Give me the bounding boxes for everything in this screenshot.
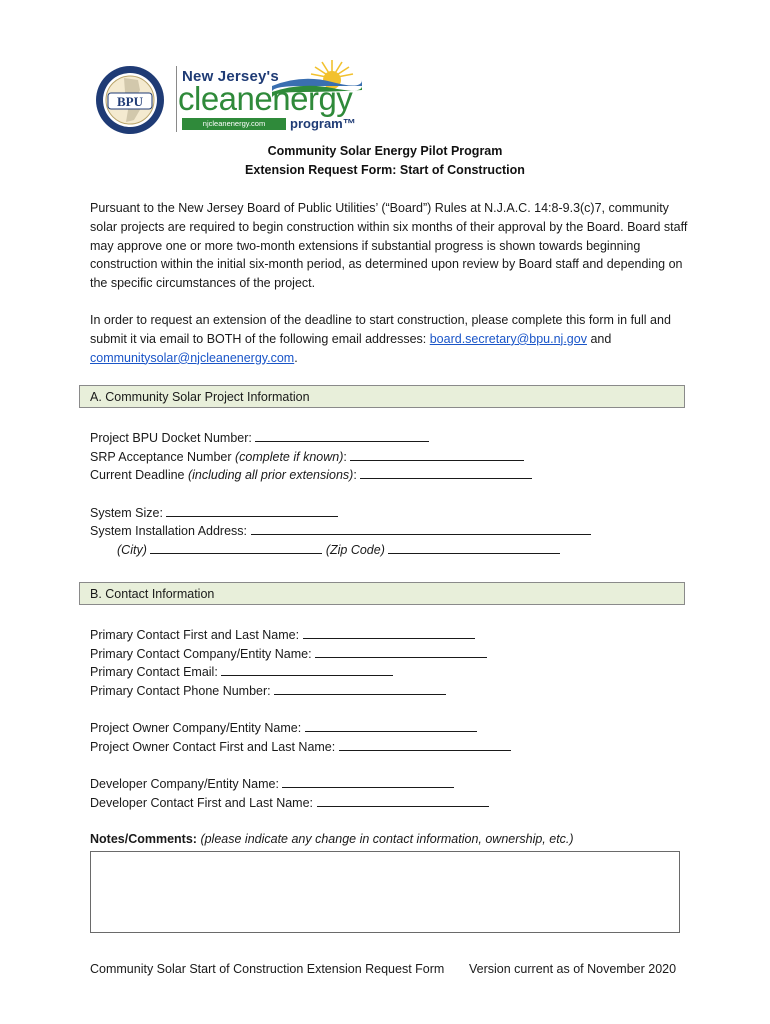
intro-p2-text: In order to request an extension of the deadline to start construction, please complete this form in full and submit it via email to BOTH of the following email addresses: bbox=[90, 313, 671, 346]
brand-url: njcleanenergy.com bbox=[182, 118, 286, 130]
brand-line2: cleanenergy bbox=[178, 80, 353, 117]
address-blank[interactable] bbox=[251, 522, 591, 535]
primary-company-field[interactable] bbox=[90, 645, 487, 663]
owner-contact-label: Project Owner Contact First and Last Name: bbox=[90, 740, 336, 754]
city-zip-field[interactable] bbox=[117, 541, 560, 559]
system-size-label: System Size: bbox=[90, 506, 163, 520]
city-label: (City) bbox=[117, 543, 147, 557]
srp-label: SRP Acceptance Number bbox=[90, 450, 235, 464]
intro-paragraph-1: Pursuant to the New Jersey Board of Public Utilities’ (“Board”) Rules at N.J.A.C. 14:8-9.3(c)7, community solar projects are required to begin construction within six months of their approval by the Board. Board staff may approve one or more two-month extensions if substantial progress is shown towards beginning construction within the initial six-month period, as determined upon review by Board staff and depending on the specific circumstances of the project. bbox=[90, 201, 688, 291]
deadline-field[interactable] bbox=[90, 466, 532, 484]
seal-text: BPU bbox=[117, 94, 143, 109]
deadline-blank[interactable] bbox=[360, 466, 532, 479]
docket-field[interactable] bbox=[90, 429, 429, 447]
primary-email-field[interactable] bbox=[90, 663, 393, 681]
intro-paragraph-2 bbox=[90, 311, 690, 367]
system-size-blank[interactable] bbox=[166, 504, 338, 517]
city-blank[interactable] bbox=[150, 541, 322, 554]
email-link-board-secretary[interactable]: board.secretary@bpu.nj.gov bbox=[429, 331, 587, 346]
notes-textbox[interactable] bbox=[90, 851, 680, 933]
primary-email-label: Primary Contact Email: bbox=[90, 665, 218, 679]
docket-label: Project BPU Docket Number: bbox=[90, 431, 252, 445]
notes-hint: (please indicate any change in contact information, ownership, etc.) bbox=[196, 832, 574, 846]
srp-colon: : bbox=[343, 450, 347, 464]
primary-company-label: Primary Contact Company/Entity Name: bbox=[90, 647, 312, 661]
deadline-note: (including all prior extensions) bbox=[187, 468, 354, 482]
dev-contact-field[interactable] bbox=[90, 794, 489, 812]
owner-contact-blank[interactable] bbox=[339, 738, 511, 751]
dev-contact-blank[interactable] bbox=[317, 794, 489, 807]
zip-blank[interactable] bbox=[388, 541, 560, 554]
logo-divider bbox=[176, 66, 177, 132]
primary-company-blank[interactable] bbox=[315, 645, 487, 658]
dev-company-field[interactable] bbox=[90, 775, 454, 793]
brand-program: program™ bbox=[290, 116, 356, 131]
title-line1: Community Solar Energy Pilot Program bbox=[267, 144, 503, 158]
footer-form-name: Community Solar Start of Construction Extension Request Form bbox=[90, 962, 445, 976]
bpu-cleanenergy-logo bbox=[94, 56, 364, 138]
dev-contact-label: Developer Contact First and Last Name: bbox=[90, 796, 314, 810]
system-size-field[interactable] bbox=[90, 504, 338, 522]
primary-name-field[interactable] bbox=[90, 626, 475, 644]
address-field[interactable] bbox=[90, 522, 591, 540]
dev-company-blank[interactable] bbox=[282, 775, 454, 788]
srp-field[interactable] bbox=[90, 448, 524, 466]
dev-company-label: Developer Company/Entity Name: bbox=[90, 777, 279, 791]
zip-label: (Zip Code) bbox=[325, 543, 385, 557]
srp-blank[interactable] bbox=[350, 448, 524, 461]
owner-company-label: Project Owner Company/Entity Name: bbox=[90, 721, 302, 735]
notes-label bbox=[90, 832, 574, 846]
footer-version: Version current as of November 2020 bbox=[469, 962, 677, 976]
owner-company-blank[interactable] bbox=[305, 719, 477, 732]
owner-contact-field[interactable] bbox=[90, 738, 511, 756]
notes-title: Notes/Comments: bbox=[90, 832, 197, 846]
primary-phone-field[interactable] bbox=[90, 682, 446, 700]
primary-email-blank[interactable] bbox=[221, 663, 393, 676]
section-a-heading: A. Community Solar Project Information bbox=[79, 385, 685, 408]
owner-company-field[interactable] bbox=[90, 719, 477, 737]
address-label: System Installation Address: bbox=[90, 524, 248, 538]
deadline-label: Current Deadline bbox=[90, 468, 188, 482]
deadline-colon: : bbox=[353, 468, 357, 482]
srp-note: (complete if known) bbox=[234, 450, 344, 464]
primary-name-label: Primary Contact First and Last Name: bbox=[90, 628, 300, 642]
bpu-seal-icon bbox=[94, 64, 166, 136]
title-line2: Extension Request Form: Start of Construction bbox=[245, 163, 525, 177]
brand-line1: New Jersey's bbox=[182, 68, 279, 85]
email-link-communitysolar[interactable]: communitysolar@njcleanenergy.com bbox=[90, 350, 295, 365]
primary-phone-label: Primary Contact Phone Number: bbox=[90, 684, 271, 698]
intro-p2-and: and bbox=[586, 331, 612, 346]
docket-blank[interactable] bbox=[255, 429, 429, 442]
intro-p2-end: . bbox=[294, 350, 298, 365]
primary-phone-blank[interactable] bbox=[274, 682, 446, 695]
section-b-heading: B. Contact Information bbox=[79, 582, 685, 605]
primary-name-blank[interactable] bbox=[303, 626, 475, 639]
